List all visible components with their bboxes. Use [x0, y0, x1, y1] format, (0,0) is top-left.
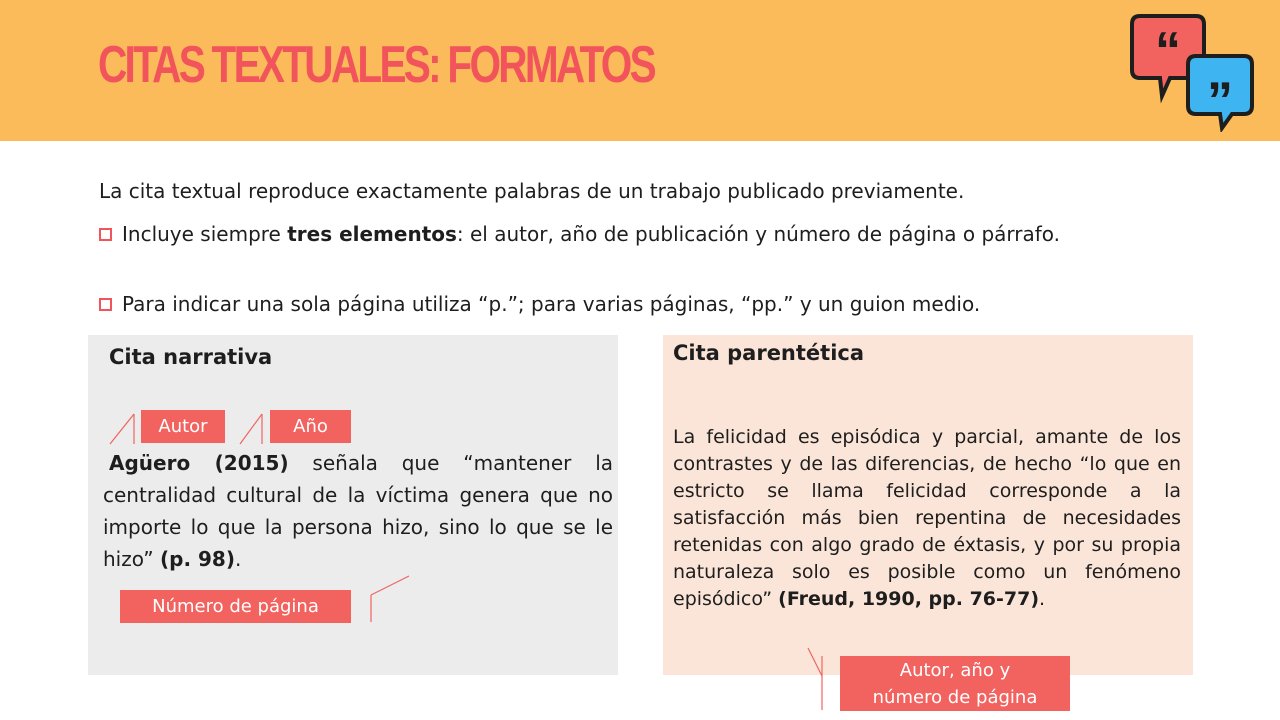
- page-title: CITAS TEXTUALES: FORMATOS: [98, 36, 654, 94]
- author-tag: Autor: [141, 410, 225, 443]
- author-year-page-tag: [840, 656, 1070, 711]
- year-tag: Año: [270, 410, 351, 443]
- bullet-bold-text: tres elementos: [287, 222, 457, 246]
- intro-text: La cita textual reproduce exactamente palabras de un trabajo publicado previamente.: [99, 179, 965, 203]
- quote-end: .: [234, 547, 242, 571]
- bullet-text: : el autor, año de publicación y número de página o párrafo.: [456, 222, 1061, 246]
- quote-body: La felicidad es episódica y parcial, amante de los contrastes y de las diferencias, de hecho “lo que en estricto se llama felicidad corresponde a la satisfacción más bien repentina de necesidades retenidas con algo grado de éxtasis, y por su propia naturaleza solo es posible como un fenómeno episódico”: [673, 426, 1181, 610]
- quote-page-ref: (p. 98): [159, 547, 235, 571]
- bullet-text: Para indicar una sola página utiliza “p.”; para varias páginas, “pp.” y un guion medio.: [122, 292, 981, 316]
- tag-line: número de página: [872, 687, 1038, 708]
- bullet-text: Incluye siempre: [122, 222, 288, 246]
- bullet-page-format: [99, 290, 1183, 318]
- page-number-tag: Número de página: [120, 590, 351, 623]
- speech-bubble-quotes-icon: [1128, 8, 1256, 132]
- quote-author-year: Agüero (2015): [109, 451, 289, 475]
- quote-body: señala que “mantener la centralidad cultural de la víctima genera que no importe lo que la persona hizo, sino lo que se le hizo”: [103, 451, 614, 571]
- quote-citation: (Freud, 1990, pp. 76-77): [778, 588, 1040, 610]
- bullet-three-elements: [99, 220, 1183, 248]
- parenthetical-quote: [673, 424, 1181, 613]
- checkbox-bullet-icon: [99, 298, 112, 311]
- narrative-quote: [103, 447, 613, 575]
- narrative-title: Cita narrativa: [109, 345, 273, 369]
- quote-end: .: [1039, 588, 1046, 610]
- tag-line: Autor, año y: [899, 660, 1011, 681]
- header-band: [0, 0, 1280, 141]
- svg-text:“: “: [1155, 22, 1181, 80]
- parenthetical-title: Cita parentética: [673, 341, 865, 365]
- checkbox-bullet-icon: [99, 228, 112, 241]
- svg-text:”: ”: [1207, 72, 1233, 130]
